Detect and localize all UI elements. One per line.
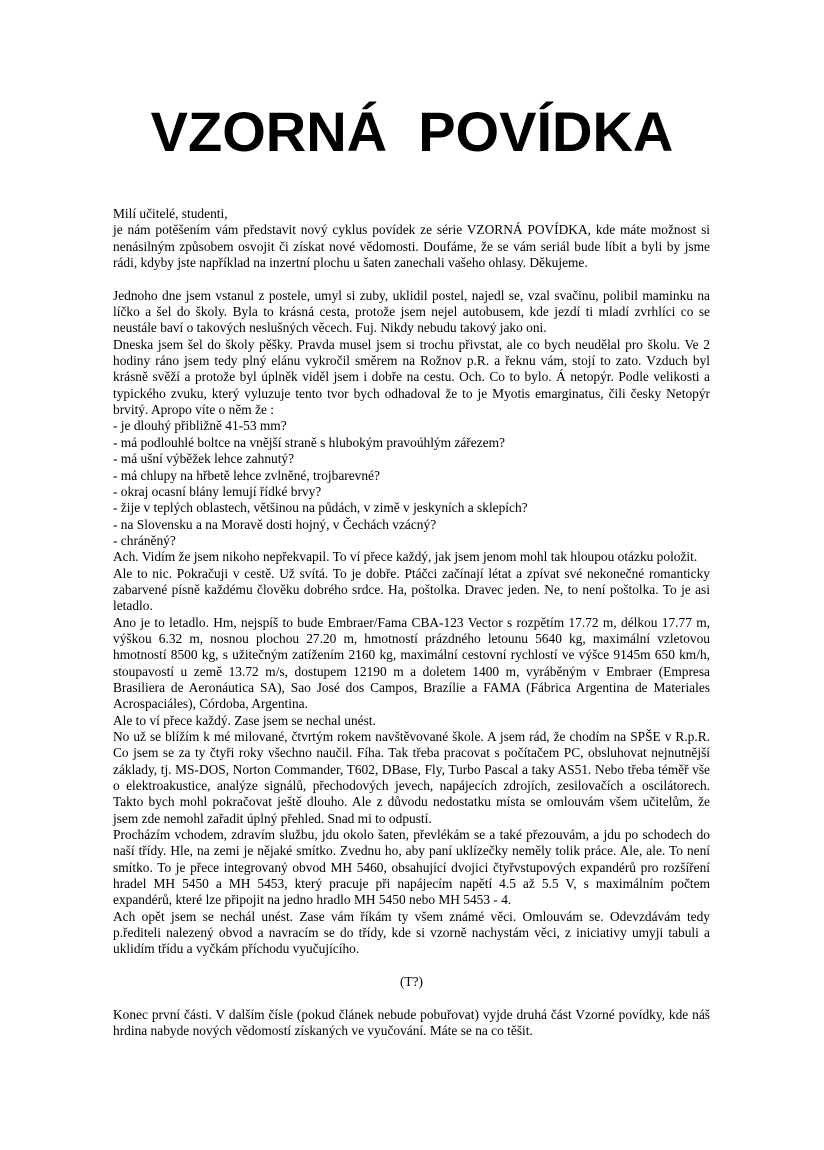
- question-item: - chráněný?: [113, 532, 176, 548]
- document-body: [113, 206, 710, 1040]
- story-paragraph-9: Ach opět jsem se nechál unést. Zase vám říkám ty všem známé věci. Omlouvám se. Odevzdávám tedy p.řediteli nalezený obvod a navracím se do třídy, kde si vzorně nachystám věci, z iniciativy umyji tabuli a uklidím třídu a vyčkám příchodu vyučujícího.: [113, 908, 710, 957]
- story-paragraph-7: No už se blížím k mé milované, čtvrtým rokem navštěvované škole. A jsem rád, že chodím na SPŠE v R.p.R. Co jsem se za ty čtyři roky všechno naučil. Fíha. Tak třeba pracovat s počítačem PC, obsluhovat nejnutnější základy, tj. MS-DOS, Norton Commander, T602, DBase, Fly, Turbo Pascal a taky AS51. Nebo třeba téměř vše o elektroakustice, analýze signálů, přechodových jevech, napájecích zdrojích, zesilovačích a oscilátorech. Takto bych mohl pokračovat ještě dlouho. Ale z důvodu nedostatku místa se omlouvám všem učitelům, že jsem zde nemohl zařadit úplný přehled. Snad mi to odpustí.: [113, 729, 710, 826]
- intro-paragraph: je nám potěšením vám představit nový cyklus povídek ze série VZORNÁ POVÍDKA, kde máte možnost si nenásilným způsobem osvojit či získat nové vědomosti. Doufáme, že se vám seriál bude líbit a byli by jsme rádi, kdyby jste například na inzertní plochu u šaten zanechali vašeho ohlasy. Děkujeme.: [113, 222, 710, 271]
- story-paragraph-1: Jednoho dne jsem vstanul z postele, umyl si zuby, uklidil postel, najedl se, vzal svačinu, polibil maminku na líčko a šel do školy. Byla to krásná cesta, protože jsem nejel autobusem, kde jezdí ti mladí zvrhlíci co se neustále baví o takových neslušných věcech. Fuj. Nikdy nebudu takový jako oni.: [113, 287, 710, 336]
- question-item: - má ušní výběžek lehce zahnutý?: [113, 451, 295, 467]
- story-paragraph-3: Ach. Vidím že jsem nikoho nepřekvapil. To ví přece každý, jak jsem jenom mohl tak hloupou otázku položit.: [113, 549, 698, 565]
- story-paragraph-2: Dneska jsem šel do školy pěšky. Pravda musel jsem si trochu přivstat, ale co bych neudělal pro školu. Ve 2 hodiny ráno jsem tedy plný elánu vykročil směrem na Rožnov p.R. a řeknu vám, stojí to zato. Vzduch byl krásně svěží a protože byl úplněk viděl jsem i dobře na cestu. Och. Co to bylo. Á netopýr. Podle velikosti a typického zvuku, který vyluzuje tento tvor bych odhadoval že to je Myotis emarginatus, čili česky Netopýr brvitý. Apropo víte o něm že :: [113, 336, 710, 418]
- question-item: - okraj ocasní blány lemují řídké brvy?: [113, 483, 322, 499]
- story-paragraph-4: Ale to nic. Pokračuji v cestě. Už svítá. To je dobře. Ptáčci začínají létat a zpívat své nekonečné romanticky zabarvené písně každému člověku dobrého srdce. Ha, poštolka. Dravec jeden. Ne, to není poštolka. To je asi letadlo.: [113, 565, 710, 614]
- paragraph-gap: [113, 991, 710, 1007]
- question-item: - má chlupy na hřbetě lehce zvlněné, trojbarevné?: [113, 467, 380, 483]
- story-paragraph-5: Ano je to letadlo. Hm, nejspíš to bude Embraer/Fama CBA-123 Vector s rozpětím 17.72 m, délkou 17.77 m, výškou 6.32 m, nosnou plochou 27.20 m, hmotností prázdného letounu 5640 kg, maximální vzletovou hmotností 8500 kg, s užitečným zatížením 2160 kg, maximální cestovní rychlostí ve výšce 9145m 650 km/h, stoupavostí u země 13.72 m/s, dostupem 12190 m a doletem 1400 m, vyráběným v Embraer (Empresa Brasiliera de Aeronáutica SA), Sao José dos Campos, Brazílie a FAMA (Fábrica Argentina de Materiales Acrospaciáles), Córdoba, Argentina.: [113, 614, 710, 712]
- paragraph-gap: [113, 958, 710, 974]
- paragraph-gap: [113, 271, 710, 287]
- story-paragraph-6: Ale to ví přece každý. Zase jsem se nechal unést.: [113, 712, 376, 728]
- story-paragraph-8: Procházím vchodem, zdravím službu, jdu okolo šaten, převlékám se a také přezouvám, a jdu po schodech do naší třídy. Hle, na zemi je nějaké smítko. Zvednu ho, aby paní uklízečky neměly tolik práce. Ale, ale. To není smítko. To je přece integrovaný obvod MH 5460, obsahující dvojici čtyřvstupových expandérů pro rozšíření hradel MH 5450 a MH 5453, který pracuje při napájecím napětí 4.5 až 5.5 V, s maximálním počtem expandérů, které lze připojit na jedno hradlo MH 5450 nebo MH 5453 - 4.: [113, 827, 710, 908]
- question-item: - je dlouhý přibližně 41-53 mm?: [113, 418, 287, 434]
- question-item: - žije v teplých oblastech, většinou na půdách, v zimě v jeskyních a sklepích?: [113, 500, 528, 516]
- document-title: VZORNÁ POVÍDKA: [150, 100, 674, 163]
- signature: (T?): [399, 974, 424, 990]
- question-item: - má podlouhlé boltce na vnější straně s hlubokým pravoúhlým zářezem?: [113, 434, 505, 450]
- closing-paragraph: Konec první části. V dalším čísle (pokud článek nebude pobuřovat) vyjde druhá část Vzorné povídky, kde náš hrdina nabyde nových vědomostí získaných ve vyučování. Máte se na co těšit.: [113, 1006, 710, 1039]
- greeting: Milí učitelé, studenti,: [113, 206, 228, 221]
- question-item: - na Slovensku a na Moravě dosti hojný, v Čechách vzácný?: [113, 516, 437, 532]
